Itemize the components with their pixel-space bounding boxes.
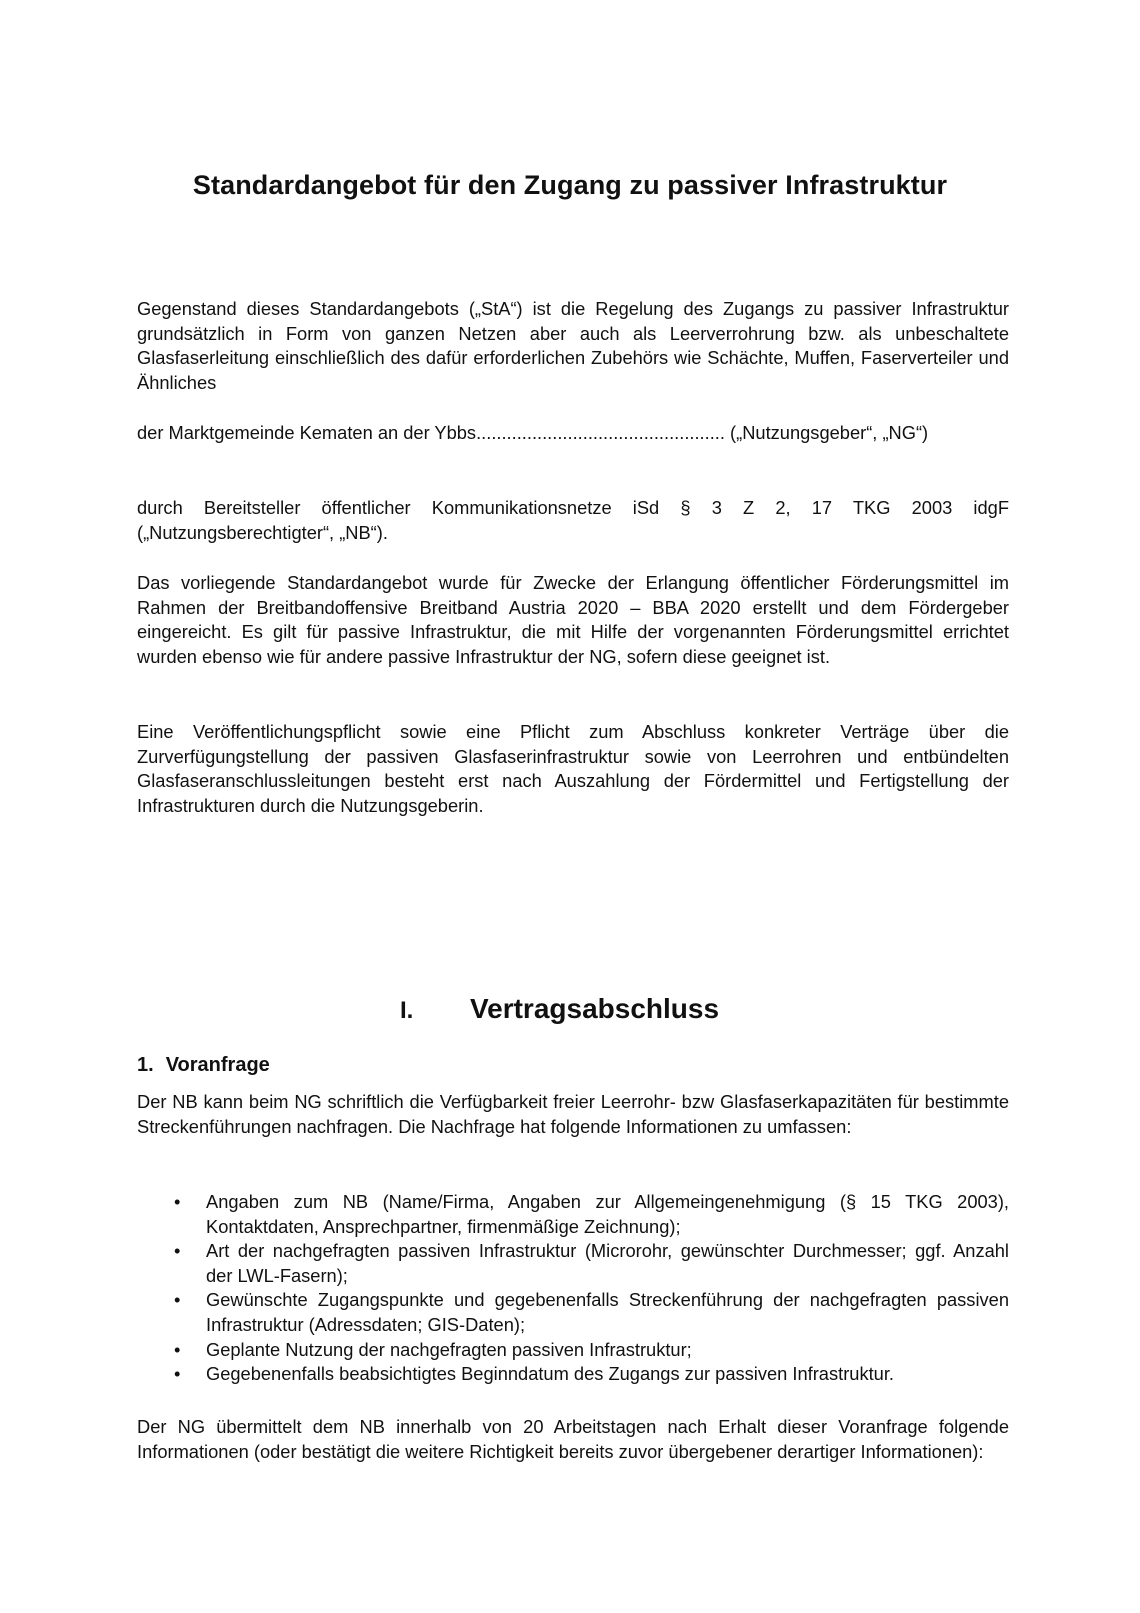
- inquiry-paragraph: Der NB kann beim NG schriftlich die Verfügbarkeit freier Leerrohr- bzw Glasfaserkapazitäten für bestimmte Streckenführungen nachfragen. Die Nachfrage hat folgende Informationen zu umfassen:: [137, 1091, 1009, 1137]
- bullet-icon: •: [174, 1191, 181, 1212]
- list-item: [137, 1338, 1009, 1363]
- list-item-text: Art der nachgefragten passiven Infrastruktur (Microrohr, gewünschter Durchmesser; ggf. Anzahl der LWL-Fasern);: [206, 1240, 1009, 1286]
- section-number: I.: [400, 997, 414, 1024]
- subsection-heading: [137, 1054, 270, 1077]
- party-ng-paragraph: der Marktgemeinde Kematen an der Ybbs................................................. („Nutzungsgeber“, „NG“): [137, 422, 929, 443]
- section-title: Vertragsabschluss: [470, 993, 720, 1024]
- inquiry-bullet-list: [137, 1190, 1009, 1387]
- subsection-number: 1.: [137, 1054, 154, 1076]
- bullet-icon: •: [174, 1338, 181, 1360]
- obligation-paragraph: Eine Veröffentlichungspflicht sowie eine Pflicht zum Abschluss konkreter Verträge über die Zurverfügungstellung der passiven Glasfaserinfrastruktur sowie von Leerrohren und entbündelten Glasfaseranschlussleitungen besteht erst nach Auszahlung der Fördermittel und Fertigstellung der Infrastrukturen durch die Nutzungsgeberin.: [137, 721, 1009, 816]
- list-item: [137, 1288, 1009, 1337]
- purpose-paragraph: Das vorliegende Standardangebot wurde für Zwecke der Erlangung öffentlicher Förderungsmittel im Rahmen der Breitbandoffensive Breitband Austria 2020 – BBA 2020 erstellt und dem Fördergeber eingereicht. Es gilt für passive Infrastruktur, die mit Hilfe der vorgenannten Förderungsmittel errichtet wurden ebenso wie für andere passive Infrastruktur der NG, sofern diese geeignet ist.: [137, 572, 1009, 667]
- list-item: [137, 1239, 1009, 1288]
- list-item-text: Gegebenenfalls beabsichtigtes Beginndatum des Zugangs zur passiven Infrastruktur.: [206, 1363, 894, 1385]
- response-paragraph: Der NG übermittelt dem NB innerhalb von 20 Arbeitstagen nach Erhalt dieser Voranfrage folgende Informationen (oder bestätigt die weitere Richtigkeit bereits zuvor übergebener derartiger Informationen):: [137, 1416, 1009, 1462]
- document-title: Standardangebot für den Zugang zu passiver Infrastruktur: [192, 170, 948, 200]
- list-item: [137, 1362, 1009, 1387]
- list-item-text: Angaben zum NB (Name/Firma, Angaben zur Allgemeingenehmigung (§ 15 TKG 2003), Kontaktdaten, Ansprechpartner, firmenmäßige Zeichnung);: [206, 1191, 1009, 1237]
- bullet-icon: •: [174, 1363, 181, 1385]
- list-item: [137, 1190, 1009, 1239]
- subsection-title: Voranfrage: [165, 1054, 270, 1076]
- list-item-text: Gewünschte Zugangspunkte und gegebenenfalls Streckenführung der nachgefragten passiven Infrastruktur (Adressdaten; GIS-Daten);: [206, 1289, 1009, 1335]
- bullet-icon: •: [174, 1240, 181, 1262]
- party-nb-paragraph: durch Bereitsteller öffentlicher Kommunikationsnetze iSd § 3 Z 2, 17 TKG 2003 idgF („Nutzungsberechtigter“, „NB“).: [137, 497, 1009, 543]
- list-item-text: Geplante Nutzung der nachgefragten passiven Infrastruktur;: [206, 1338, 692, 1360]
- intro-paragraph: Gegenstand dieses Standardangebots („StA“) ist die Regelung des Zugangs zu passiver Infrastruktur grundsätzlich in Form von ganzen Netzen aber auch als Leerverrohrung bzw. als unbeschaltete Glasfaserleitung einschließlich des dafür erforderlichen Zubehörs wie Schächte, Muffen, Faserverteiler und Ähnliches: [137, 298, 1009, 393]
- bullet-icon: •: [174, 1289, 181, 1311]
